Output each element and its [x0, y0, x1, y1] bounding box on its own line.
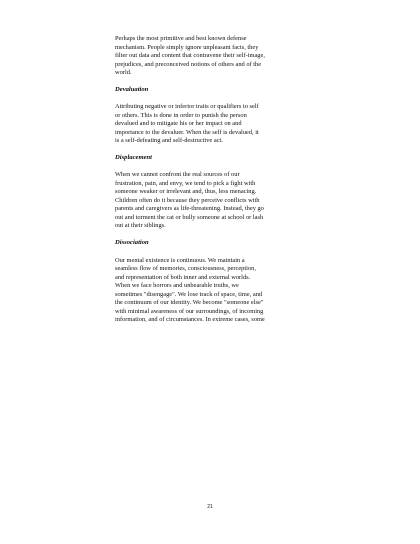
text-line: Our mental existence is continuous. We maintain a — [115, 256, 245, 264]
section-heading-dissociation: Dissociation — [115, 239, 149, 247]
dissociation-paragraph — [115, 257, 315, 325]
text-line: frustration, pain, and envy, we tend to pick a fight with — [115, 179, 256, 187]
document-page — [115, 35, 315, 325]
text-line: sometimes "disengage". We lose track of space, time, and — [115, 290, 263, 298]
text-line: and representation of both inner and external worlds. — [115, 273, 251, 281]
text-line: prejudices, and preconceived notions of others and of the — [115, 60, 262, 68]
text-line: world. — [115, 69, 132, 76]
text-line: seamless flow of memories, consciousness, perception, — [115, 265, 256, 273]
text-line: devalued and to mitigate his or her impact on and — [115, 120, 242, 128]
text-line: the continuum of our identity. We become "someone else" — [115, 299, 264, 307]
text-line: out and torment the cat or bully someone at school or lash — [115, 213, 264, 221]
text-line: mechanism. People simply ignore unpleasant facts, they — [115, 43, 259, 51]
text-line: filter out data and content that contravene their self-image, — [115, 52, 265, 59]
text-line: importance to the devaluer. When the self is devalued, it — [115, 128, 259, 136]
text-line: parents and caregivers as life-threatening. Instead, they go — [115, 205, 264, 213]
text-line: or others. This is done in order to punish the person — [115, 111, 247, 119]
section-heading-devaluation: Devaluation — [115, 86, 149, 94]
intro-paragraph — [115, 35, 315, 78]
text-line: When we face horrors and unbearable truths, we — [115, 282, 239, 290]
displacement-paragraph — [115, 171, 315, 231]
text-line: someone weaker or irrelevant and, thus, less menacing. — [115, 188, 257, 196]
text-line: Perhaps the most primitive and best known defense — [115, 35, 247, 42]
text-line: is a self-defeating and self-destructive act. — [115, 137, 223, 145]
text-line: out at their siblings. — [115, 222, 166, 230]
text-line: with minimal awareness of our surroundings, of incoming — [115, 307, 264, 315]
text-line: When we cannot confront the real sources of our — [115, 171, 240, 179]
devaluation-paragraph — [115, 103, 315, 146]
page-number: 21 — [207, 504, 213, 510]
text-line: Children often do it because they perceive conflicts with — [115, 196, 260, 204]
text-line: information, and of circumstances. In extreme cases, some — [115, 316, 265, 324]
text-line: Attributing negative or inferior traits or qualifiers to self — [115, 103, 259, 111]
section-heading-displacement: Displacement — [115, 154, 152, 162]
